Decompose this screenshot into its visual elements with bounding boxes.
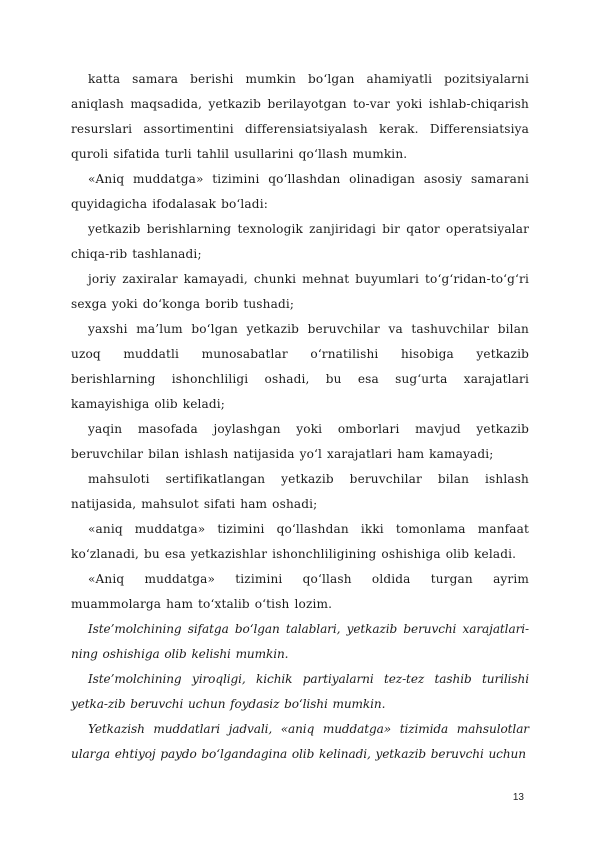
paragraph: «Aniq muddatga» tizimini qo‘llash oldida turgan ayrim muammolarga ham to‘xtalib o‘tish lozim. xyxy=(71,572,529,611)
paragraph: «Aniq muddatga» tizimini qo‘llashdan olinadigan asosiy samarani quyidagicha ifodalasak bo‘ladi: xyxy=(71,172,529,211)
paragraph: joriy zaxiralar kamayadi, chunki mehnat buyumlari to‘g‘ridan-to‘g‘ri sexga yoki do‘konga borib tushadi; xyxy=(71,272,529,311)
italic-paragraph: Iste’molchining sifatga bo‘lgan talablari, yetkazib beruvchi xarajatlari-ning oshishiga olib kelishi mumkin. xyxy=(71,622,529,661)
paragraph: katta samara berishi mumkin bo‘lgan ahamiyatli pozitsiyalarni aniqlash maqsadida, yetkazib berilayotgan to-var yoki ishlab-chiqarish resurslari assortimentini differensiatsiyalash kerak. Differensiatsiya quroli sifatida turli tahlil usullarini qo‘llash mumkin. xyxy=(71,72,529,161)
page-body xyxy=(71,67,529,767)
paragraph: «aniq muddatga» tizimini qo‘llashdan ikki tomonlama manfaat ko‘zlanadi, bu esa yetkazishlar ishonchliligining oshishiga olib keladi. xyxy=(71,522,529,561)
italic-paragraph: Yetkazish muddatlari jadvali, «aniq muddatga» tizimida mahsulotlar ularga ehtiyoj paydo bo‘lgandagina olib kelinadi, yetkazib beruvchi uchun xyxy=(71,722,529,761)
paragraph: yaxshi ma’lum bo‘lgan yetkazib beruvchilar va tashuvchilar bilan uzoq muddatli munosabatlar o‘rnatilishi hisobiga yetkazib berishlarning ishonchliligi oshadi, bu esa sug‘urta xarajatlari kamayishiga olib keladi; xyxy=(71,322,529,411)
paragraph: yaqin masofada joylashgan yoki omborlari mavjud yetkazib beruvchilar bilan ishlash natijasida yo‘l xarajatlari ham kamayadi; xyxy=(71,422,529,461)
page-number: 13 xyxy=(512,792,524,803)
paragraph: mahsuloti sertifikatlangan yetkazib beruvchilar bilan ishlash natijasida, mahsulot sifati ham oshadi; xyxy=(71,472,529,511)
paragraph: yetkazib berishlarning texnologik zanjiridagi bir qator operatsiyalar chiqa-rib tashlanadi; xyxy=(71,222,529,261)
italic-paragraph: Iste’molchining yiroqligi, kichik partiyalarni tez-tez tashib turilishi yetka-zib beruvchi uchun foydasiz bo‘lishi mumkin. xyxy=(71,672,529,711)
